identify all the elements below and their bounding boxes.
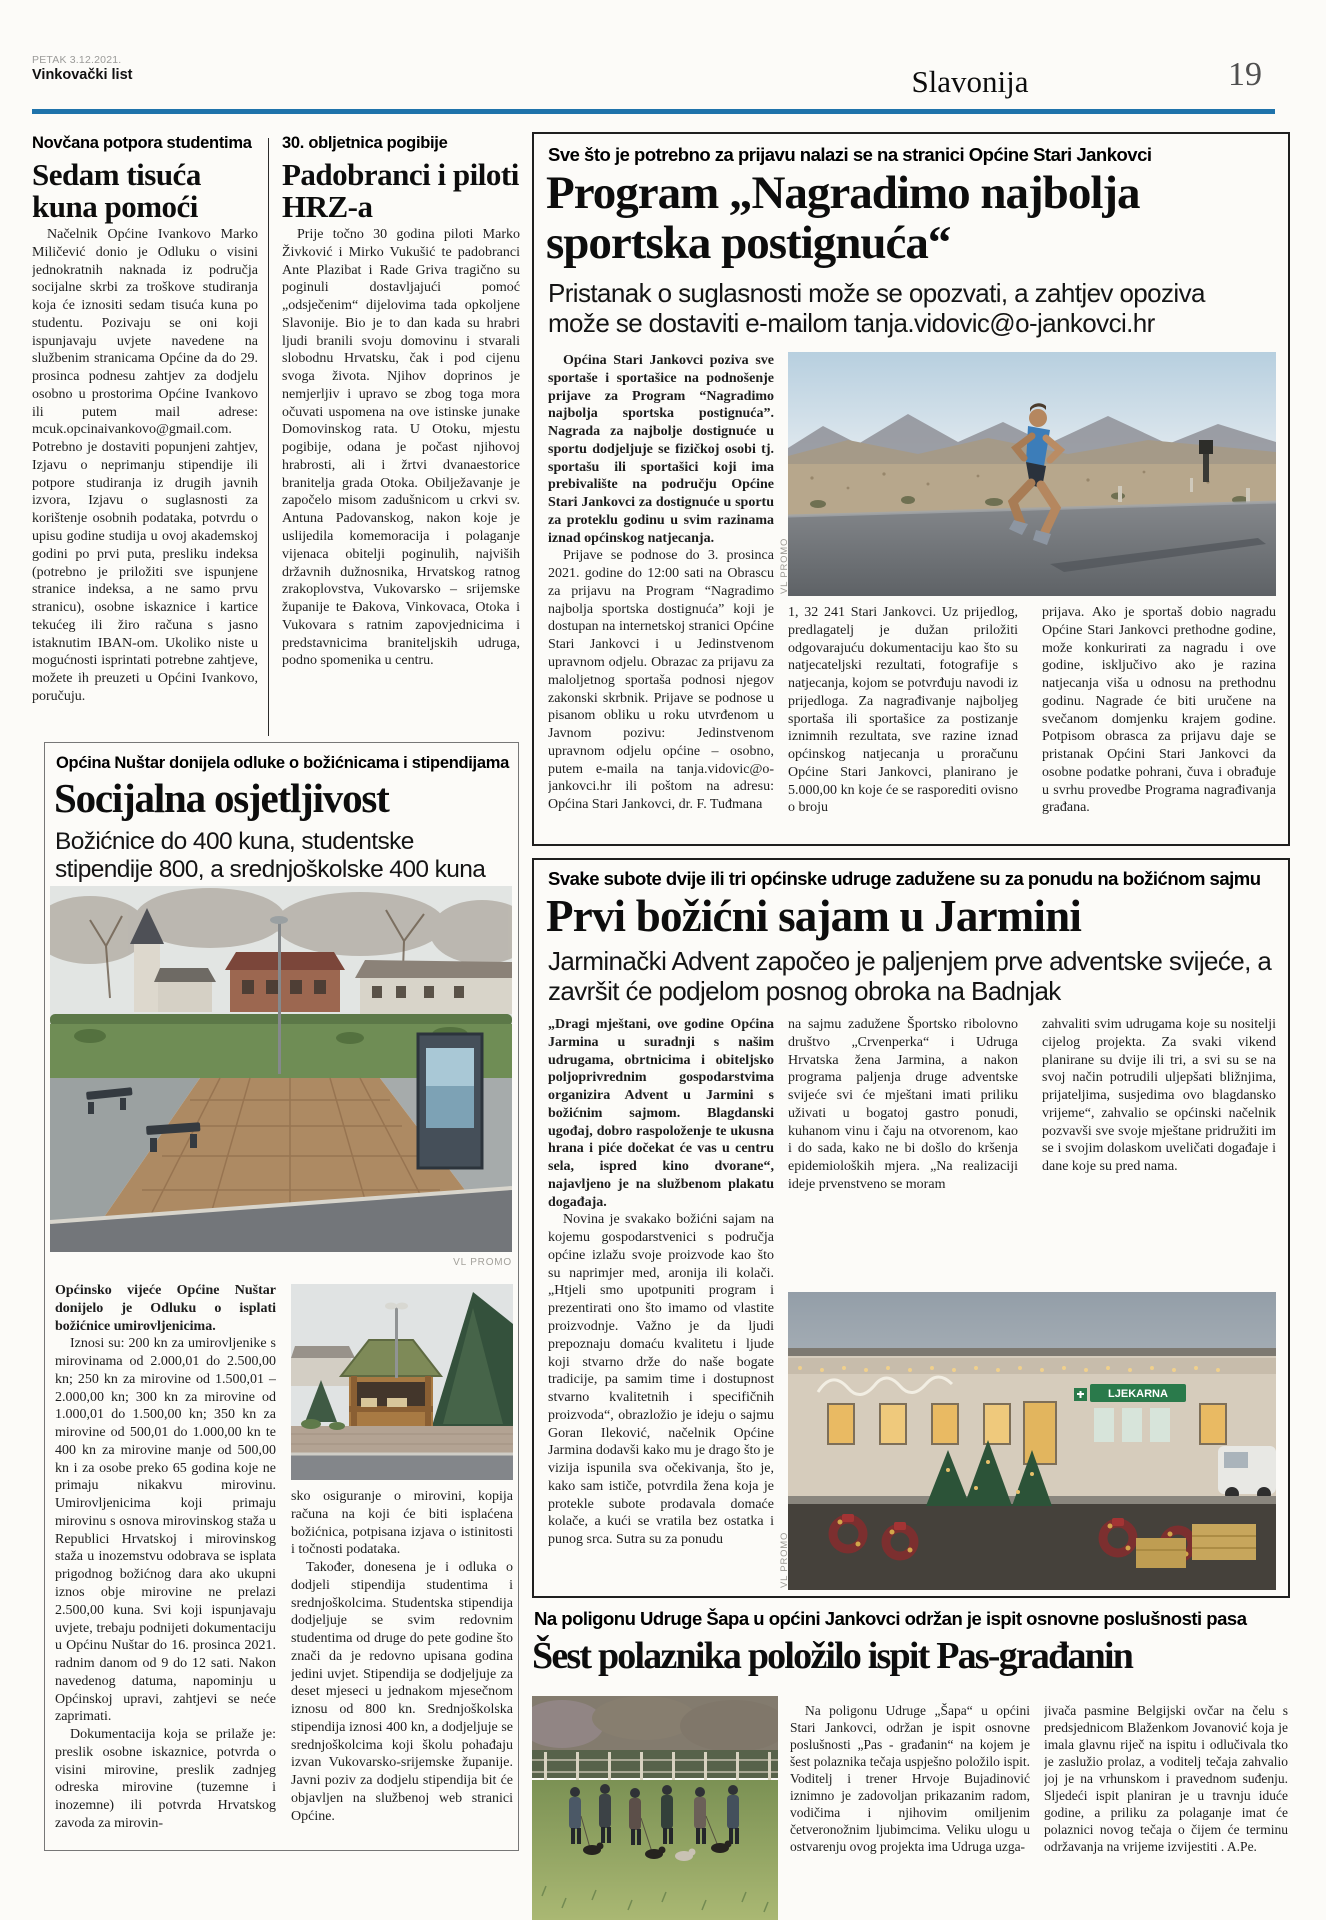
dog-training-photo: [532, 1696, 778, 1920]
article-headline: Socijalna osjetljivost: [54, 775, 389, 821]
pharmacy-sign-text: LJEKARNA: [1108, 1388, 1168, 1400]
article-body-column: [1042, 604, 1276, 840]
photo-credit: VL PROMO: [779, 1531, 790, 1588]
article-subhead: Božićnice do 400 kuna, studentske stipendije 800, a srednjoškolske 400 kuna: [55, 828, 486, 884]
article-paragraph: jivača pasmine Belgijski ovčar na čelu s predsjednicom Blaženkom Jovanović koja je imala glavnu riječ na ispitu i odlučivala tko je zaslužio prolaz, a voditelj tečaja zahvalio joj je na vrhunskom i pravednom suđenju. Sljedeći ispit planiran je u travnju iduće godine, a priliku za polaganje imat će polaznici novog tečaja o čijem će terminu održavanja na vrijeme izvijestiti . A.Pe.: [1044, 1703, 1288, 1854]
article-paragraph: Načelnik Općine Ivankovo Marko Miličević donio je Odluku o visini jednokratnih naknada iz područja socijalne skrbi za troškove studiranja koja će iznositi sedam tisuća kuna po studentu. Pozivaju se oni koji ispunjavaju uvjete navedene na službenim stranicama Općine da do 29. prosinca podnesu zahtjev za dodjelu osobno u prostorima Općine Ivankovo ili putem mail adrese: mcuk.opcinaivankovo@gmail.com. Potrebno je dostaviti popunjeni zahtjev, Izjavu o neprimanju stipendije ili potpore studiranja iz drugih javnih izvora, Izjavu o suglasnosti za korištenje osobnih podataka, potvrdu o upisu godine studija u ovoj akademskoj godini po prvi puta, presliku indeksa (potrebno je priložiti sve ispunjene stranice indeksa, a ne samo prvu stranicu), osobne iskaznice i kartice tekućeg ili žiro računa s jasno istaknutim IBAN-om. Ukoliko niste u mogućnosti isprintati potrebne zahtjeve, možete ih preuzeti u Općini Ivankovo, poručuju.: [32, 227, 258, 704]
article-kicker: Novčana potpora studentima: [32, 134, 252, 152]
article-body-column: [1044, 1702, 1288, 1916]
article-kicker: Općina Nuštar donijela odluke o božićnicama i stipendijama: [56, 754, 509, 772]
photo-credit: VL PROMO: [779, 537, 790, 594]
article-paragraph: Novina je svakako božićni sajam na kojemu gospodarstvenici s područja općine izlažu svoje proizvode kao što su naprimjer med, aronija ili kolači. „Htjeli smo upotpuniti program i prezentirati ono što imamo od vlastite proizvodnje. Važno je da ljudi prepoznaju domaću kvalitetu i ljude koji stvarno drže do naše bogate tradicije, pa samim time i dostupnost stvarno kvalitetnih i specifičnih proizvoda“, obrazložio je ideju o sajmu Goran Ileković, načelnik Općine Jarmina dodavši kako mu je drago što je vizija ispunila sva očekivanja, što je, kako sam ističe, potvrdila žena koja je protekle subote prodavala domaće kolače, a kući se vratila bez ostatka i punog srca. Sutra su za ponudu: [548, 1212, 774, 1548]
article-paragraph: sko osiguranje o mirovini, kopija računa na koji će biti isplaćena božićnica, potpisana izjava o istinitosti i točnosti podataka.: [291, 1489, 513, 1558]
section-title: Slavonija: [911, 64, 1029, 99]
lead-paragraph: „Dragi mještani, ove godine Općina Jarmina u suradnji s našim udrugama, obrtnicima i obiteljsko poljoprivrednim gospodarstvima organizira Advent u Jarmini s božićnim sajmom. Blagdanski ugođaj, dobro raspoloženje te ukusna hrana i piće dočekat će vas u centru sela, ispred kino dvorane“, najavljeno je na službenom plakatu događaja.: [548, 1017, 774, 1210]
lead-paragraph: Općina Stari Jankovci poziva sve sportaše i sportašice na podnošenje prijave za Program “Nagradimo najbolja sportska postignuća”. Nagrada za najbolje dostignuće u sportu dodjeljuje se fizičkoj osobi tj. sportašu ili sportašici koji ima prebivalište na području Općine Stari Jankovci za dostignuće u sportu za proteklu godinu u svim razinama iznad općinskog natjecanja.: [548, 353, 774, 546]
issue-date: PETAK 3.12.2021.: [32, 54, 122, 66]
paper-name: Vinkovački list: [32, 67, 133, 83]
article-paragraph: zahvaliti svim udrugama koje su nositelji cijelog projekta. Za svaki vikend planirane su dvije ili tri, a svi su se na svoj način potrudili uljepšati bližnjima, prijateljima, susjedima ovo blagdansko vrijeme“, zahvalio se općinski načelnik pozvavši sve svoje mještane pridružiti im se i svojim dolaskom uveličati događaje i dane koje su pred nama.: [1042, 1017, 1276, 1175]
article-headline: Padobranci i piloti HRZ-a: [282, 157, 519, 225]
article-kicker: 30. obljetnica pogibije: [282, 134, 448, 152]
column-divider: [268, 138, 269, 736]
article-body-column: [291, 1488, 513, 1844]
article-pilots-anniversary: [282, 134, 520, 223]
article-body-column: [55, 1282, 276, 1844]
runner-photo: [788, 352, 1276, 596]
article-students-aid: [32, 134, 258, 223]
article-paragraph: Prije točno 30 godina piloti Marko Živković i Mirko Vukušić te padobranci Ante Plazibat i Rade Griva tragično su poginuli dostavljajući pomoć „odsječenim“ dijelovima tada opkoljene Slavonije. Bio je to dan kada su hrabri ljudi branili svoju domovinu i stvarali slobodnu Hrvatsku, čak i pod cijenu svoga života. Njihov doprinos je nemjerljiv i upravo se zbog toga mora očuvati uspomena na ove istinske junake Domovinskog rata. U Otoku, mjestu pogibije, odana je počast njihovoj hrabrosti, ali i žrtvi dvanaestorice branitelja grada Otoka. Obilježavanje je započelo misom zadušnicom u crkvi sv. Antuna Padovanskog, nakon koje je uslijedila komemoracija i polaganje vijenaca obitelji poginulih, najviših državnih dužnosnika, Hrvatskog ratnog zrakoplovstva, Vukovarsko – srijemske županije te Đakova, Vinkovaca, Otoka i Vukovara s ratnim zapovjednicima i predstavnicima braniteljskih udruga, podno spomenika u centru.: [282, 227, 520, 669]
park-photo: [50, 886, 512, 1252]
article-paragraph: 1, 32 241 Stari Jankovci. Uz prijedlog, predlagatelj je dužan priložiti odgovarajuću dokumentaciju kao što su natjecateljski rezultati, fotografije s natjecanja, kojom se potvrđuju navodi iz prijedloga. Za nagrađivanje najboljeg sportaša ili sportašice za postizanje iznimnih rezultata, sve razine iznad općinskog natjecanja u proračunu Općine Stari Jankovci, planirano je 5.000,00 kn koje će se rasporediti ovisno o broju: [788, 605, 1018, 816]
lead-paragraph: Općinsko vijeće Općine Nuštar donijelo je Odluku o isplati božićnice umirovljenicima.: [55, 1283, 276, 1334]
article-body-column: [1042, 1016, 1276, 1286]
article-body-column: [282, 226, 520, 736]
article-paragraph: Prijave se podnose do 3. prosinca 2021. godine do 12:00 sati na Obrascu za prijavu na Program “Nagradimo najbolja sportska dostignuća” koji je dostupan na internetskoj stranici Općine Stari Jankovci i u Jedinstvenom upravnom odjelu. Obrazac za prijavu za maloljetnog sportaša podnosi njegov zakonski skrbnik. Prijave se podnose u pisanom obliku u roku utvrđenom u Javnom pozivu: Jedinstvenom upravnom odjelu općine – osobno, putem e-maila na tanja.vidovic@o-jankovci.hr ili poštom na adresu: Općina Stari Jankovci, dr. F. Tuđmana: [548, 548, 774, 813]
article-headline: Program „Nagradimo najbolja sportska postignuća“: [546, 167, 1140, 270]
article-kicker: Na poligonu Udruge Šapa u općini Jankovci održan je ispit osnovne poslušnosti pasa: [534, 1608, 1247, 1629]
article-paragraph: Dokumentacija koja se prilaže je: preslik osobne iskaznice, potvrda o visini mirovine, preslik zadnjeg odreska mirovine (tuzemne i inozemne) ili potvrda Hrvatskog zavoda za mirovin-: [55, 1727, 276, 1831]
decorated-building-photo: [788, 1292, 1276, 1590]
article-subhead: Pristanak o suglasnosti može se opozvati, a zahtjev opoziva može se dostaviti e-mailom tanja.vidovic@o-jankovci.hr: [548, 278, 1205, 339]
advent-hut-photo: [291, 1284, 513, 1480]
page-number: 19: [1228, 56, 1262, 93]
article-body-column: [788, 604, 1018, 840]
article-kicker: Sve što je potrebno za prijavu nalazi se na stranici Općine Stari Jankovci: [548, 144, 1152, 165]
article-headline: Sedam tisuća kuna pomoći: [32, 157, 201, 225]
article-headline: Prvi božićni sajam u Jarmini: [546, 891, 1082, 941]
article-body-column: [548, 352, 774, 840]
article-body-column: [548, 1016, 774, 1590]
article-paragraph: Također, donesena je i odluka o dodjeli stipendija studentima i srednjoškolcima. Studentska stipendija dodjeljuje se svim redovnim studentima od druge do pete godine što znači da je redovno upisana godina jedini uvjet. Stipendija se dodjeljuje za deset mjeseci u jednakom mjesečnom iznosu od 800 kn. Srednjoškolska stipendija iznosi 400 kn, a dodjeljuje se srednjoškolcima koji školu pohađaju izvan Vukovarsko-srijemske županije. Javni poziv za dodjelu stipendija bit će objavljen na službenoj web stranici Općine.: [291, 1560, 513, 1824]
header-rule: [32, 109, 1275, 114]
article-body-column: [32, 226, 258, 736]
article-paragraph: na sajmu zadužene Športsko ribolovno društvo „Crvenperka“ i Udruga Hrvatska žena Jarmina, a nakon programa paljenja druge adventske svijeće svi će mještani imati priliku uživati u bogatoj gastro ponudi, kuhanom vinu i čaju na otvorenom, kao i do sada, kako ne bi došlo do kršenja epidemioloških mjera. „Na realizaciji ideje prvenstveno se moram: [788, 1017, 1018, 1192]
article-paragraph: Na poligonu Udruge „Šapa“ u općini Stari Jankovci, održan je ispit osnovne poslušnosti „Pas - građanin“ na kojem je šest polaznika tečaja uspješno položilo ispit. Voditelj i trener Hrvoje Bujadinović iznimno je zadovoljan prikazanim radom, vodičima i njihovim omiljenim četveronožnim ljubimcima. Veliku ulogu u ostvarenju ovog projekta ima Udruga uzga-: [790, 1703, 1030, 1854]
article-kicker: Svake subote dvije ili tri općinske udruge zadužene su za ponudu na božićnom sajmu: [548, 868, 1261, 889]
article-subhead: Jarminački Advent započeo je paljenjem prve adventske svijeće, a završit će podjelom posnog obroka na Badnjak: [548, 946, 1272, 1007]
article-paragraph: prijava. Ako je sportaš dobio nagradu Općine Stari Jankovci prethodne godine, može konkurirati za nagradu i ove godine, isključivo ako je razina natjecanja viša u odnosu na prethodnu godinu. Nagrade će biti uručene na svečanom domjenku krajem godine. Potpisom obrasca za prijavu daje se pristanak Općini Stari Jankovci da osobne podatke pohrani, čuva i obrađuje u svrhu provedbe Programa nagrađivanja građana.: [1042, 605, 1276, 816]
article-paragraph: Iznosi su: 200 kn za umirovljenike s mirovinama od 2.000,01 do 2.500,00 kn; 250 kn za mirovine od 1.500,01 – 2.000,00 kn; 300 kn za mirovine od 1.000,01 do 1.500,00 kn; 350 kn za mirovine od 500,01 do 1.000,00 kn te 400 kn za mirovine manje od 500,00 kn i za osobe preko 65 godina koje ne primaju nikakvu mirovinu. Umirovljenicima koji primaju mirovinu s osnova mirovinskog staža u Republici Hrvatskoj i mirovinskog staža u inozemstvu odobrava se isplata prigodnog božićnog dara ako ukupni iznos obje mirovine ne prelazi 2.500,00 kuna. Svi koji ispunjavaju uvjete, trebaju podnijeti dokumentaciju u Općinu Nuštar do 16. prosinca 2021. radnim danom od 9 do 12 sati. Nakon navedenog datuma, napominju u Općinskoj upravi, zahtjevi se neće zaprimati.: [55, 1336, 276, 1725]
article-headline: Šest polaznika položilo ispit Pas-građanin: [532, 1635, 1133, 1677]
article-body-column: [790, 1702, 1030, 1916]
article-body-column: [788, 1016, 1018, 1286]
photo-credit: VL PROMO: [453, 1257, 512, 1268]
